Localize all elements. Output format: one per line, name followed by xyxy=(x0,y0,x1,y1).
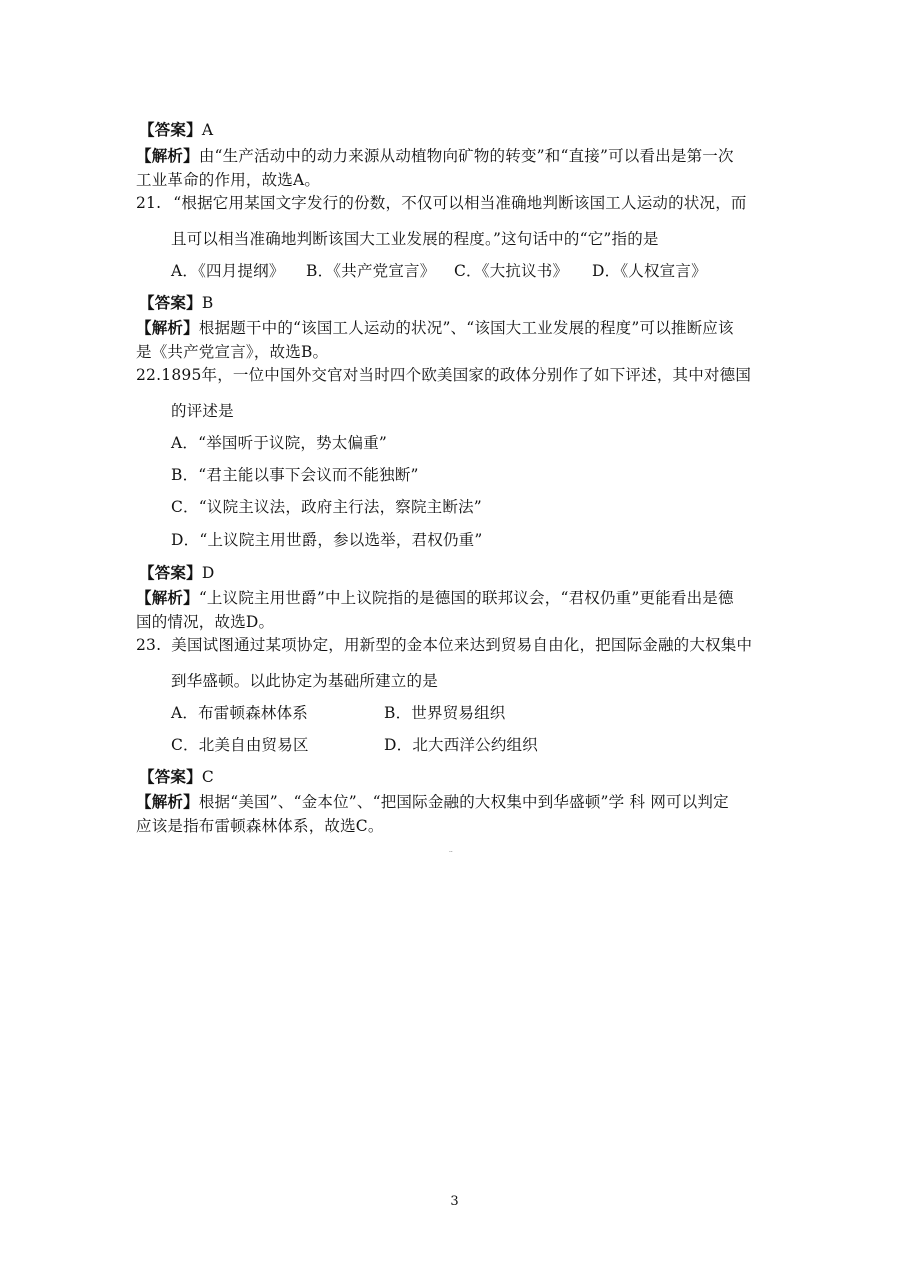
question-number: 21. xyxy=(136,194,162,212)
question-number: 23. xyxy=(136,636,162,654)
question-stem: “根据它用某国文字发行的份数，不仅可以相当准确地判断该国工人运动的状况，而 xyxy=(173,194,747,212)
answer-tag: 【答案】 xyxy=(139,293,202,312)
question-stem: 美国试图通过某项协定，用新型的金本位来达到贸易自由化，把国际金融的大权集中 xyxy=(171,636,753,654)
q21-analysis-line1 xyxy=(136,318,734,338)
answer-value: D xyxy=(201,564,215,582)
q21-stem-line2: 且可以相当准确地判断该国大工业发展的程度。”这句话中的“它”指的是 xyxy=(171,230,659,248)
answer-tag: 【答案】 xyxy=(139,767,202,786)
q21-option-d: D．《人权宣言》 xyxy=(592,262,707,280)
q22-analysis-line1 xyxy=(136,588,734,608)
q23-stem-line1 xyxy=(136,635,752,655)
q21-option-b: B．《共产党宣言》 xyxy=(306,262,436,280)
analysis-tag: 【解析】 xyxy=(136,792,199,811)
q22-stem-line1 xyxy=(136,365,751,385)
q22-option-b: B．“君主能以事下会议而不能独断” xyxy=(171,466,419,484)
q23-option-d: D．北大西洋公约组织 xyxy=(384,736,538,754)
question-stem: 1895年，一位中国外交官对当时四个欧美国家的政体分别作了如下评述，其中对德国 xyxy=(161,366,752,384)
stray-mark: .. xyxy=(449,847,453,854)
question-number: 22. xyxy=(136,366,162,384)
q22-option-d: D．“上议院主用世爵，参以选举，君权仍重” xyxy=(171,531,483,549)
q22-analysis-line2: 国的情况，故选D。 xyxy=(136,613,275,631)
page-number: 3 xyxy=(450,1194,459,1209)
analysis-text: 根据题干中的“该国工人运动的状况”、“该国大工业发展的程度”可以推断应该 xyxy=(198,319,734,337)
q20-analysis-line1 xyxy=(136,146,734,166)
q23-analysis-line2: 应该是指布雷顿森林体系，故选C。 xyxy=(136,817,384,835)
q23-option-b: B．世界贸易组织 xyxy=(384,704,506,722)
answer-value: B xyxy=(201,294,214,312)
analysis-tag: 【解析】 xyxy=(136,318,199,337)
analysis-text: 由“生产活动中的动力来源从动植物向矿物的转变”和“直接”可以看出是第一次 xyxy=(198,147,734,165)
q22-stem-line2: 的评述是 xyxy=(171,402,234,420)
analysis-text: 根据“美国”、“金本位”、“把国际金融的大权集中到华盛顿”学 科 网可以判定 xyxy=(198,793,729,811)
analysis-tag: 【解析】 xyxy=(136,146,199,165)
answer-tag: 【答案】 xyxy=(139,120,202,139)
q21-answer xyxy=(139,293,213,313)
q23-stem-line2: 到华盛顿。以此协定为基础所建立的是 xyxy=(171,672,438,690)
q22-option-c: C．“议院主议法，政府主行法，察院主断法” xyxy=(171,498,482,516)
q23-option-c: C．北美自由贸易区 xyxy=(171,736,309,754)
q23-analysis-line1 xyxy=(136,792,729,812)
answer-tag: 【答案】 xyxy=(139,563,202,582)
q21-analysis-line2: 是《共产党宣言》，故选B。 xyxy=(136,343,329,361)
q21-option-a: A．《四月提纲》 xyxy=(171,262,285,280)
q22-answer xyxy=(139,563,214,583)
q23-answer xyxy=(139,767,214,787)
answer-value: A xyxy=(201,121,214,139)
q21-option-c: C．《大抗议书》 xyxy=(454,262,569,280)
q20-answer xyxy=(139,120,213,140)
q21-stem-line1 xyxy=(136,193,747,213)
analysis-text: “上议院主用世爵”中上议院指的是德国的联邦议会，“君权仍重”更能看出是德 xyxy=(198,589,734,607)
analysis-tag: 【解析】 xyxy=(136,588,199,607)
answer-value: C xyxy=(201,768,214,786)
q22-option-a: A．“举国听于议院，势太偏重” xyxy=(171,434,388,452)
q23-option-a: A．布雷顿森林体系 xyxy=(171,704,308,722)
q20-analysis-line2: 工业革命的作用，故选A。 xyxy=(136,171,321,189)
